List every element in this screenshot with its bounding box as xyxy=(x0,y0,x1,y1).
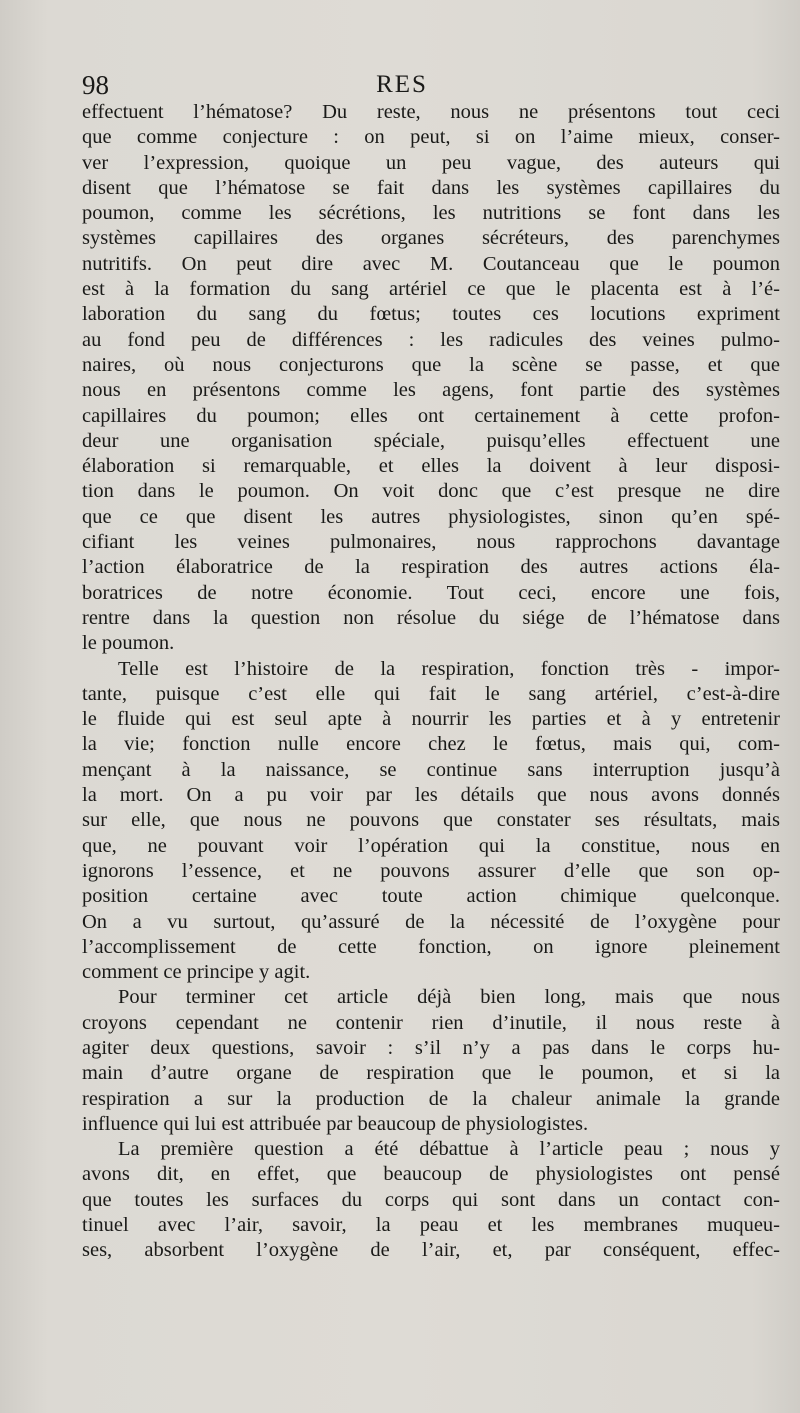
text-line: ver l’expression, quoique un peu vague, des auteurs qui xyxy=(82,151,780,174)
text-line: influence qui lui est attribuée par beaucoup de physiologistes. xyxy=(82,1112,589,1135)
text-line: que ce que disent les autres physiologistes, sinon qu’en spé- xyxy=(82,505,780,528)
text-line: agiter deux questions, savoir : s’il n’y a pas dans le corps hu- xyxy=(82,1036,780,1059)
paragraph-histoire-respiration xyxy=(82,657,780,986)
text-line: cifiant les veines pulmonaires, nous rapprochons davantage xyxy=(82,531,780,554)
text-line: est à la formation du sang artériel ce que le placenta est à l’é- xyxy=(82,278,780,301)
text-line: boratrices de notre économie. Tout ceci, encore une fois, xyxy=(82,581,780,604)
text-line: que comme conjecture : on peut, si on l’aime mieux, conser- xyxy=(82,126,780,149)
text-line: laboration du sang du fœtus; toutes ces locutions expriment xyxy=(82,303,780,326)
text-line: tion dans le poumon. On voit donc que c’est presque ne dire xyxy=(82,480,780,503)
text-line: ses, absorbent l’oxygène de l’air, et, par conséquent, effec- xyxy=(82,1239,780,1262)
text-line: effectuent l’hématose? Du reste, nous ne présentons tout ceci xyxy=(82,101,780,123)
paragraph-premiere-question xyxy=(82,1137,780,1263)
text-line: ignorons l’essence, et ne pouvons assurer d’elle que son op- xyxy=(82,859,780,882)
text-line: avons dit, en effet, que beaucoup de physiologistes ont pensé xyxy=(82,1163,780,1186)
text-line: la mort. On a pu voir par les détails que nous avons donnés xyxy=(82,784,780,807)
text-line: mençant à la naissance, se continue sans interruption jusqu’à xyxy=(82,758,780,781)
body-text xyxy=(82,100,780,1264)
text-line: On a vu surtout, qu’assuré de la nécessité de l’oxygène pour xyxy=(82,910,780,933)
text-line: tante, puisque c’est elle qui fait le sang artériel, c’est-à-dire xyxy=(82,682,780,705)
text-line: systèmes capillaires des organes sécréteurs, des parenchymes xyxy=(82,227,780,250)
text-line: élaboration si remarquable, et elles la doivent à leur disposi- xyxy=(82,455,780,478)
text-line: l’accomplissement de cette fonction, on ignore pleinement xyxy=(82,935,780,958)
text-line: comment ce principe y agit. xyxy=(82,961,311,984)
text-line: croyons cependant ne contenir rien d’inutile, il nous reste à xyxy=(82,1011,780,1034)
text-line: main d’autre organe de respiration que le poumon, et si la xyxy=(82,1062,780,1085)
text-line: le poumon. xyxy=(82,632,175,655)
text-line: le fluide qui est seul apte à nourrir les parties et à y entretenir xyxy=(82,708,780,731)
text-line: nutritifs. On peut dire avec M. Coutanceau que le poumon xyxy=(82,252,780,275)
text-line: La première question a été débattue à l’article peau ; nous y xyxy=(118,1138,780,1161)
text-line: tinuel avec l’air, savoir, la peau et les membranes muqueu- xyxy=(82,1214,780,1237)
page-header xyxy=(82,68,722,102)
text-line: la vie; fonction nulle encore chez le fœtus, mais qui, com- xyxy=(82,733,780,756)
text-line: naires, où nous conjecturons que la scène se passe, et que xyxy=(82,353,780,376)
paragraph-hematose xyxy=(82,100,780,657)
text-line: Telle est l’histoire de la respiration, fonction très - impor- xyxy=(118,657,780,680)
text-line: disent que l’hématose se fait dans les systèmes capillaires du xyxy=(82,176,780,199)
paragraph-terminer xyxy=(82,985,780,1137)
text-line: au fond peu de différences : les radicules des veines pulmo- xyxy=(82,328,780,351)
text-line: que toutes les surfaces du corps qui sont dans un contact con- xyxy=(82,1188,780,1211)
text-line: rentre dans la question non résolue du siége de l’hématose dans xyxy=(82,606,780,629)
running-head: RES xyxy=(376,71,428,98)
text-line: que, ne pouvant voir l’opération qui la constitue, nous en xyxy=(82,834,780,857)
text-line: poumon, comme les sécrétions, les nutritions se font dans les xyxy=(82,202,780,225)
text-line: deur une organisation spéciale, puisqu’elles effectuent une xyxy=(82,429,780,452)
text-line: Pour terminer cet article déjà bien long, mais que nous xyxy=(118,986,780,1009)
text-line: nous en présentons comme les agens, font partie des systèmes xyxy=(82,379,780,402)
text-line: l’action élaboratrice de la respiration des autres actions éla- xyxy=(82,556,780,579)
text-line: sur elle, que nous ne pouvons que constater ses résultats, mais xyxy=(82,809,780,832)
text-line: capillaires du poumon; elles ont certainement à cette profon- xyxy=(82,404,780,427)
text-line: position certaine avec toute action chimique quelconque. xyxy=(82,885,780,908)
page-number: 98 xyxy=(82,70,109,100)
text-line: respiration a sur la production de la chaleur animale la grande xyxy=(82,1087,780,1110)
